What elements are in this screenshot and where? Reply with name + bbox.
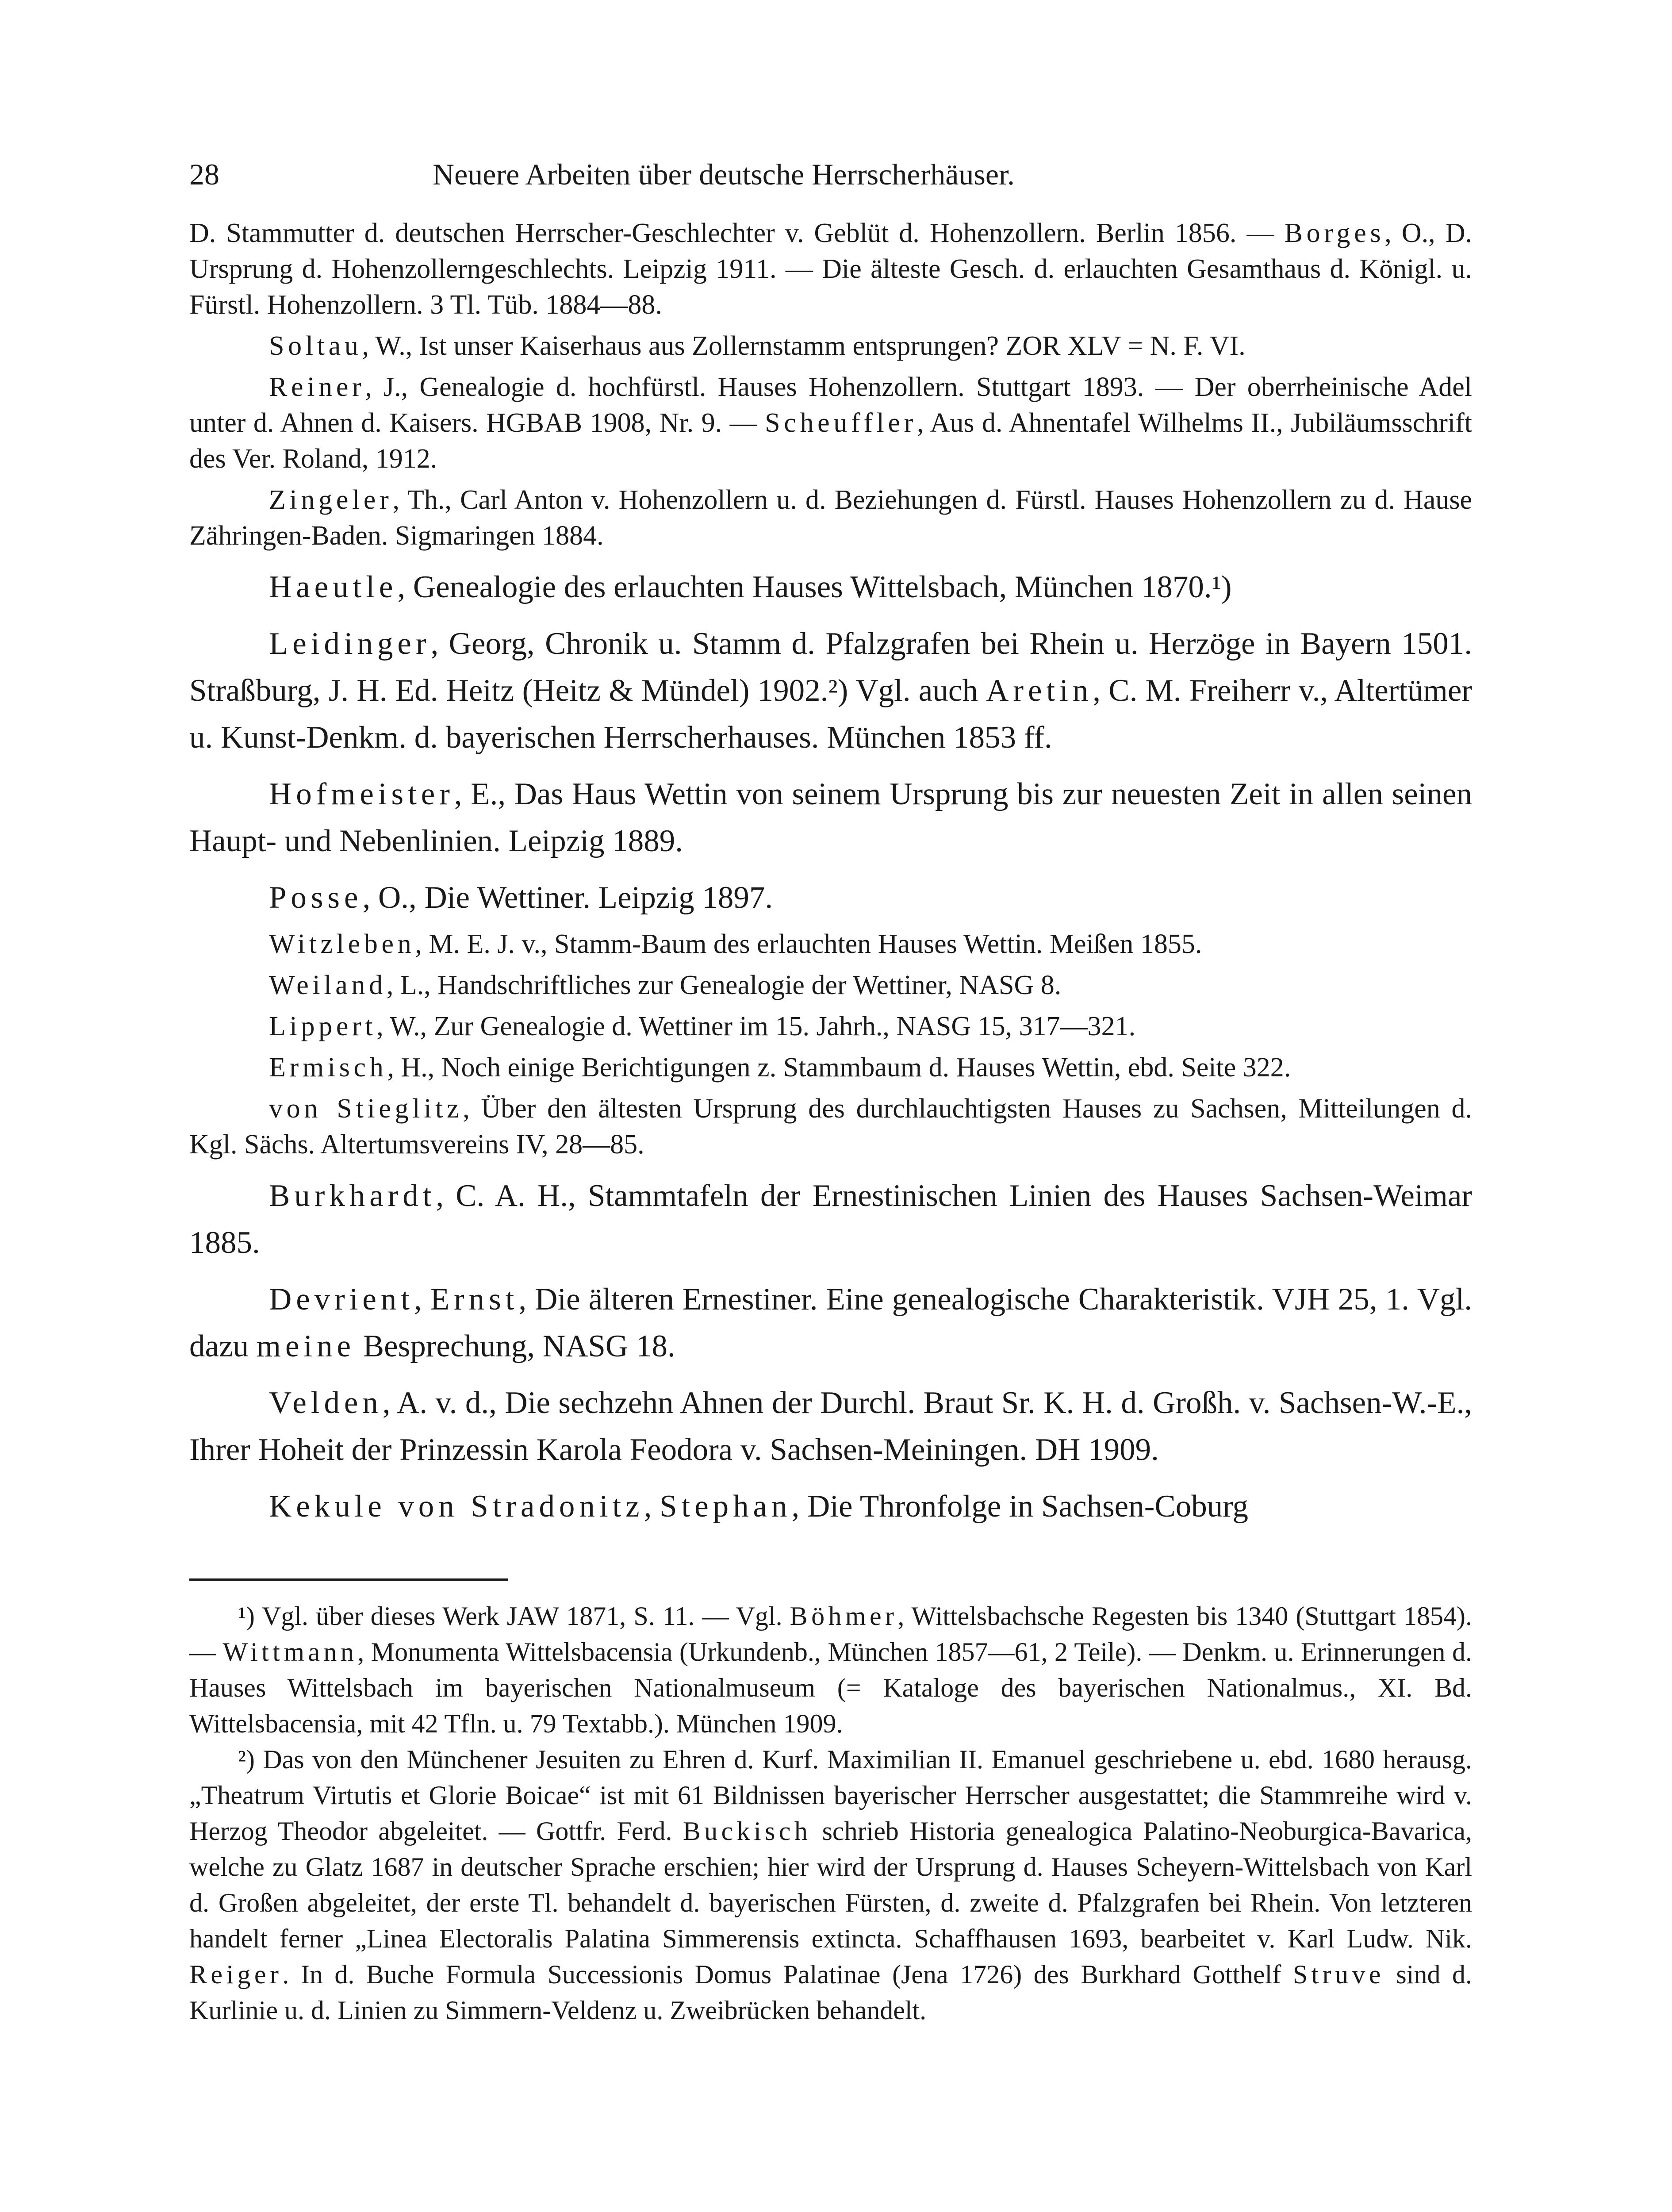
author-name: Buckisch bbox=[683, 1816, 812, 1846]
bibliography-entry bbox=[189, 926, 1472, 962]
footnotes bbox=[189, 1598, 1472, 2028]
entry-text: , E., Das Haus Wettin von seinem Ursprung bis zur neuesten Zeit in allen seinen Haupt- und Nebenlinien. Leipzig 1889. bbox=[189, 777, 1472, 858]
entry-text: , H., Noch einige Berichtigungen z. Stammbaum d. Hauses Wettin, ebd. Seite 322. bbox=[387, 1052, 1291, 1083]
footnote-divider bbox=[189, 1578, 508, 1581]
entry-text: , L., Handschriftliches zur Genealogie der Wettiner, NASG 8. bbox=[386, 970, 1062, 1000]
entry-text: schrieb Historia genealogica Palatino-Neoburgica-Bavarica, welche zu Glatz 1687 in deutscher Sprache erschien; hier wird der Ursprung d. Hauses Scheyern-Wittelsbach von Karl d. Großen abgeleitet, der erste Tl. behandelt d. bayerischen Fürsten, d. zweite d. Pfalzgrafen bei Rhein. Von letzteren handelt ferner „Linea Electoralis Palatina Simmerensis extincta. Schaffhausen 1693, bearbeitet v. Karl Ludw. Nik. bbox=[189, 1816, 1472, 1953]
author-name: Struve bbox=[1292, 1960, 1384, 1989]
entry-text: , Wittelsbachsche Regesten bis 1340 (Stuttgart 1854). — bbox=[189, 1601, 1473, 1667]
author-name: Stephan bbox=[660, 1489, 792, 1524]
bibliography-entry bbox=[189, 1172, 1472, 1266]
author-name: meine bbox=[256, 1329, 355, 1363]
bibliography-list bbox=[189, 215, 1472, 1530]
page-header bbox=[189, 157, 1472, 210]
entry-text: sind d. Kurlinie u. d. Linien zu Simmern-Veldenz u. Zweibrücken behandelt. bbox=[189, 1960, 1472, 2025]
entry-text: , C. M. Freiherr v., Altertümer u. Kunst-Denkm. d. bayerischen Herrscherhauses. München 1853 ff. bbox=[189, 673, 1472, 755]
bibliography-entry bbox=[189, 369, 1472, 477]
entry-text: , Aus d. Ahnentafel Wilhelms II., Jubiläumsschrift des Ver. Roland, 1912. bbox=[189, 408, 1473, 474]
author-name: Borges bbox=[1284, 218, 1385, 248]
author-name: Burkhardt bbox=[269, 1179, 436, 1213]
book-page bbox=[189, 157, 1472, 2028]
running-title: Neuere Arbeiten über deutsche Herrscherhäuser. bbox=[433, 157, 1015, 191]
author-name: Ernst bbox=[430, 1282, 519, 1317]
author-name: Aretin bbox=[986, 673, 1093, 708]
author-name: Devrient bbox=[269, 1282, 414, 1317]
entry-text: Besprechung, NASG 18. bbox=[355, 1329, 675, 1363]
author-name: Reiner bbox=[269, 372, 365, 402]
page-number: 28 bbox=[189, 157, 219, 191]
entry-text: , M. E. J. v., Stamm-Baum des erlauchten Hauses Wettin. Meißen 1855. bbox=[415, 929, 1202, 959]
author-name: Weiland bbox=[269, 970, 387, 1000]
entry-text: , Über den ältesten Ursprung des durchlauchtigsten Hauses zu Sachsen, Mitteilungen d. Kgl. Sächs. Altertumsvereins IV, 28—85. bbox=[189, 1094, 1472, 1160]
author-name: Lippert bbox=[269, 1011, 377, 1041]
entry-text: , Th., Carl Anton v. Hohenzollern u. d. Beziehungen d. Fürstl. Hauses Hohenzollern zu d. Hause Zähringen-Baden. Sigmaringen 1884. bbox=[189, 485, 1472, 551]
entry-text: , Die Thronfolge in Sachsen-Coburg bbox=[791, 1489, 1249, 1524]
footnote bbox=[189, 1598, 1472, 1742]
footnote bbox=[189, 1742, 1472, 2028]
entry-text: , A. v. d., Die sechzehn Ahnen der Durchl. Braut Sr. K. H. d. Großh. v. Sachsen-W.-E., Ihrer Hoheit der Prinzessin Karola Feodora v. Sachsen-Meiningen. DH 1909. bbox=[189, 1386, 1472, 1467]
entry-text: ¹) Vgl. über dieses Werk JAW 1871, S. 11. — Vgl. bbox=[238, 1601, 790, 1631]
bibliography-entry bbox=[189, 1483, 1472, 1530]
author-name: Soltau bbox=[269, 331, 362, 361]
author-name: Böhmer bbox=[790, 1601, 898, 1631]
bibliography-entry bbox=[189, 1009, 1472, 1045]
bibliography-entry bbox=[189, 564, 1472, 611]
author-name: Haeutle bbox=[269, 570, 398, 604]
bibliography-entry bbox=[189, 215, 1472, 323]
author-name: Kekule von Stradonitz bbox=[269, 1489, 644, 1524]
entry-text: D. Stammutter d. deutschen Herrscher-Geschlechter v. Geblüt d. Hohenzollern. Berlin 1856. — bbox=[189, 218, 1285, 248]
author-name: Leidinger bbox=[269, 626, 431, 661]
entry-text: , C. A. H., Stammtafeln der Ernestinischen Linien des Hauses Sachsen-Weimar 1885. bbox=[189, 1179, 1472, 1260]
author-name: Zingeler bbox=[269, 485, 393, 515]
entry-text: , bbox=[644, 1489, 660, 1524]
bibliography-entry bbox=[189, 328, 1472, 364]
bibliography-entry bbox=[189, 1379, 1472, 1473]
entry-text: . In d. Buche Formula Successionis Domus Palatinae (Jena 1726) des Burkhard Gotthelf bbox=[282, 1960, 1293, 1989]
author-name: von Stieglitz bbox=[269, 1094, 463, 1124]
author-name: Hofmeister bbox=[269, 777, 454, 811]
author-name: Wittmann bbox=[222, 1637, 358, 1667]
entry-text: , Georg, Chronik u. Stamm d. Pfalzgrafen bei Rhein u. Herzöge in Bayern 1501. Straßburg, J. H. Ed. Heitz (Heitz & Mündel) 1902.²) Vgl. auch bbox=[189, 626, 1472, 708]
entry-text: , Genealogie des erlauchten Hauses Wittelsbach, München 1870.¹) bbox=[397, 570, 1232, 604]
bibliography-entry bbox=[189, 1276, 1472, 1370]
entry-text: , J., Genealogie d. hochfürstl. Hauses Hohenzollern. Stuttgart 1893. — Der oberrheinische Adel unter d. Ahnen d. Kaisers. HGBAB 1908, Nr. 9. — bbox=[189, 372, 1472, 438]
author-name: Scheuffler bbox=[765, 408, 917, 438]
bibliography-entry bbox=[189, 1050, 1472, 1086]
author-name: Ermisch bbox=[269, 1052, 387, 1083]
entry-text: , O., Die Wettiner. Leipzig 1897. bbox=[362, 880, 773, 915]
bibliography-entry bbox=[189, 1091, 1472, 1163]
author-name: Reiger bbox=[189, 1960, 283, 1989]
entry-text: , bbox=[414, 1282, 430, 1317]
bibliography-entry bbox=[189, 968, 1472, 1003]
bibliography-entry bbox=[189, 620, 1472, 761]
author-name: Witzleben bbox=[269, 929, 415, 959]
bibliography-entry bbox=[189, 874, 1472, 921]
entry-text: , Monumenta Wittelsbacensia (Urkundenb., München 1857—61, 2 Teile). — Denkm. u. Erinnerungen d. Hauses Wittelsbach im bayerischen Nationalmuseum (= Kataloge des bayerischen Nationalmus., XI. Bd. Wittelsbacensia, mit 42 Tfln. u. 79 Textabb.). München 1909. bbox=[189, 1637, 1472, 1738]
bibliography-entry bbox=[189, 771, 1472, 864]
entry-text: , Die älteren Ernestiner. Eine genealogische Charakteristik. VJH 25, 1. Vgl. dazu bbox=[189, 1282, 1472, 1363]
entry-text: ²) Das von den Münchener Jesuiten zu Ehren d. Kurf. Maximilian II. Emanuel geschriebene u. ebd. 1680 herausg. „Theatrum Virtutis et Glorie Boicae“ ist mit 61 Bildnissen bayerischer Herrscher ausgestattet; die Stammreihe wird v. Herzog Theodor abgeleitet. — Gottfr. Ferd. bbox=[189, 1745, 1472, 1846]
entry-text: , W., Ist unser Kaiserhaus aus Zollernstamm entsprungen? ZOR XLV = N. F. VI. bbox=[362, 331, 1246, 361]
author-name: Velden bbox=[269, 1386, 383, 1420]
bibliography-entry bbox=[189, 482, 1472, 554]
entry-text: , O., D. Ursprung d. Hohenzollerngeschlechts. Leipzig 1911. — Die älteste Gesch. d. erlauchten Gesamthaus d. Königl. u. Fürstl. Hohenzollern. 3 Tl. Tüb. 1884—88. bbox=[189, 218, 1472, 320]
author-name: Posse bbox=[269, 880, 363, 915]
entry-text: , W., Zur Genealogie d. Wettiner im 15. Jahrh., NASG 15, 317—321. bbox=[376, 1011, 1136, 1041]
